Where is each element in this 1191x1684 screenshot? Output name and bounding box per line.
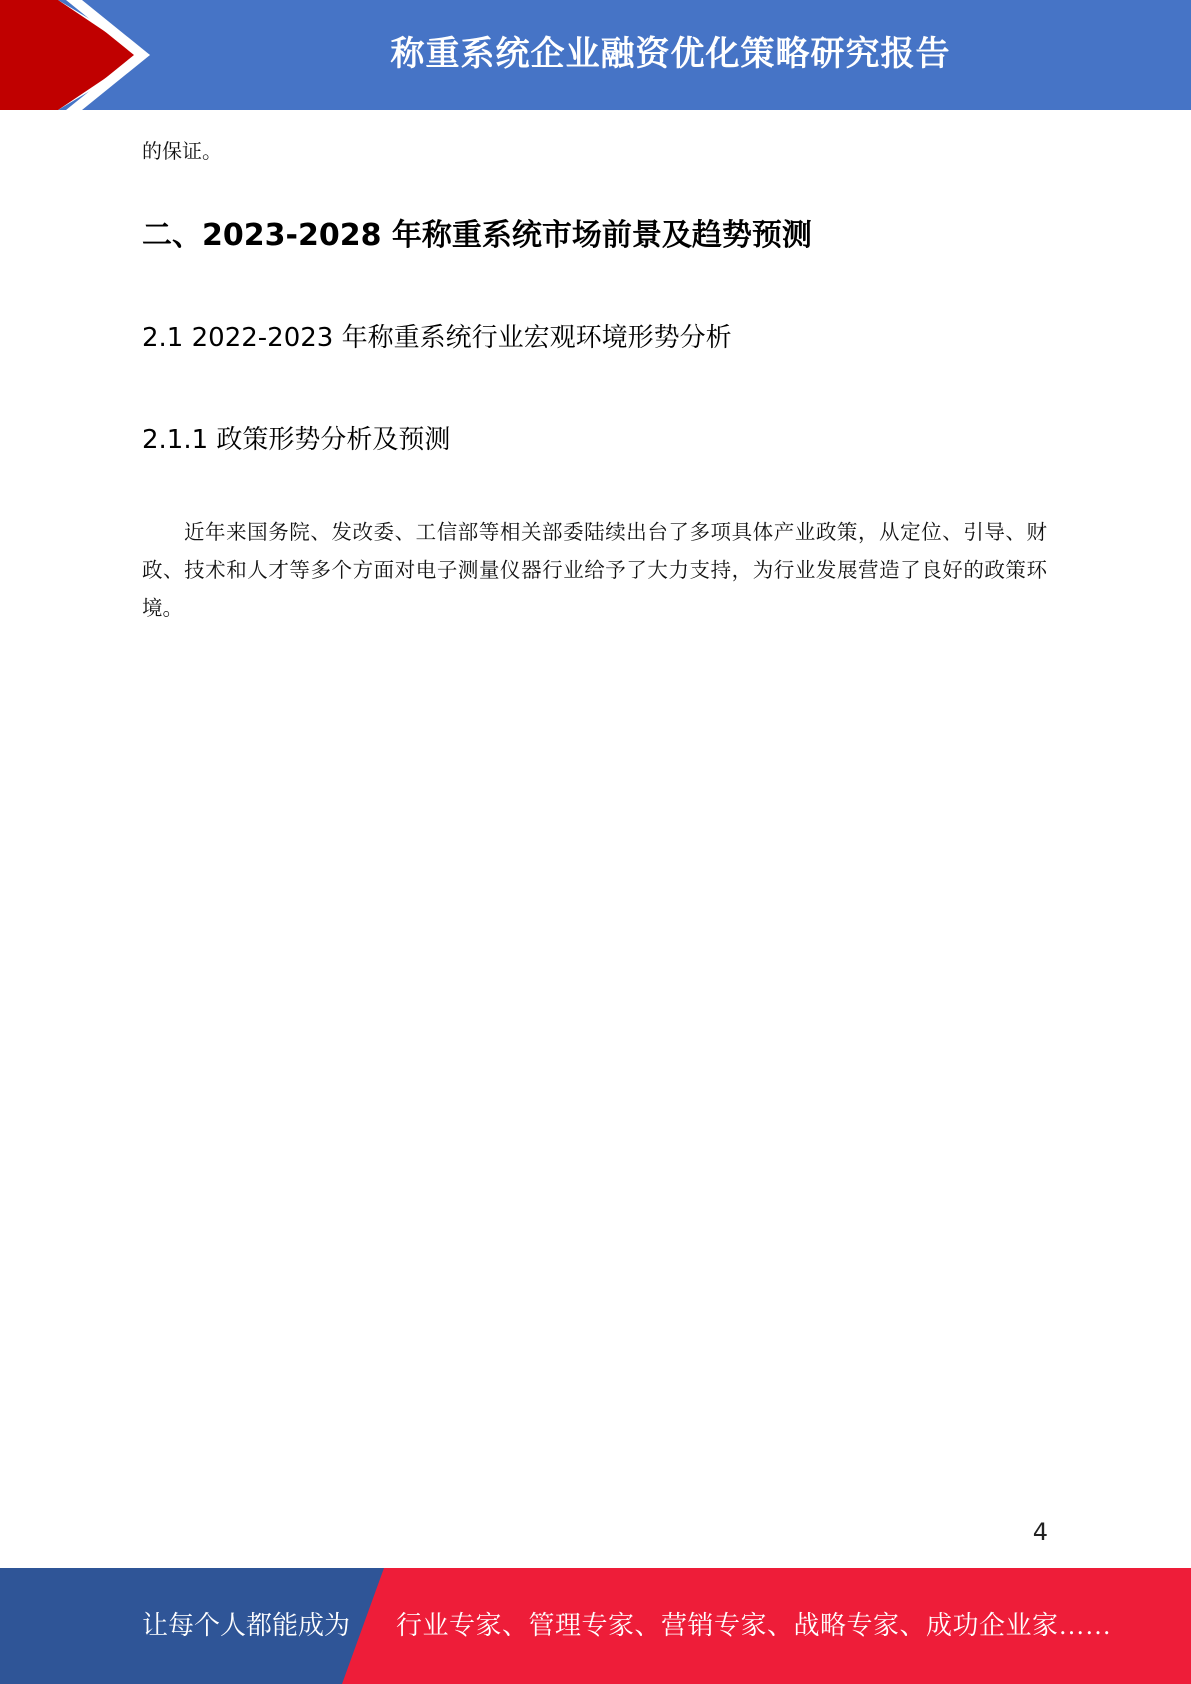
section-heading: 二、2023-2028 年称重系统市场前景及趋势预测	[142, 218, 812, 253]
body-paragraph: 近年来国务院、发改委、工信部等相关部委陆续出台了多项具体产业政策，从定位、引导、财政、技术和人才等多个方面对电子测量仪器行业给予了大力支持，为行业发展营造了良好的政策环境。	[142, 522, 1047, 620]
report-title: 称重系统企业融资优化策略研究报告	[390, 34, 951, 74]
footer-slogan-right: 行业专家、管理专家、营销专家、战略专家、成功企业家……	[396, 1611, 1112, 1640]
subsubsection-heading: 2.1.1 政策形势分析及预测	[142, 425, 451, 455]
footer-banner	[0, 1568, 1191, 1684]
subsection-heading: 2.1 2022-2023 年称重系统行业宏观环境形势分析	[142, 323, 732, 353]
continuation-text: 的保证。	[142, 141, 222, 163]
header-banner	[0, 0, 1191, 110]
footer-slogan-left: 让每个人都能成为	[142, 1611, 351, 1640]
page-number: 4	[1032, 1518, 1048, 1546]
